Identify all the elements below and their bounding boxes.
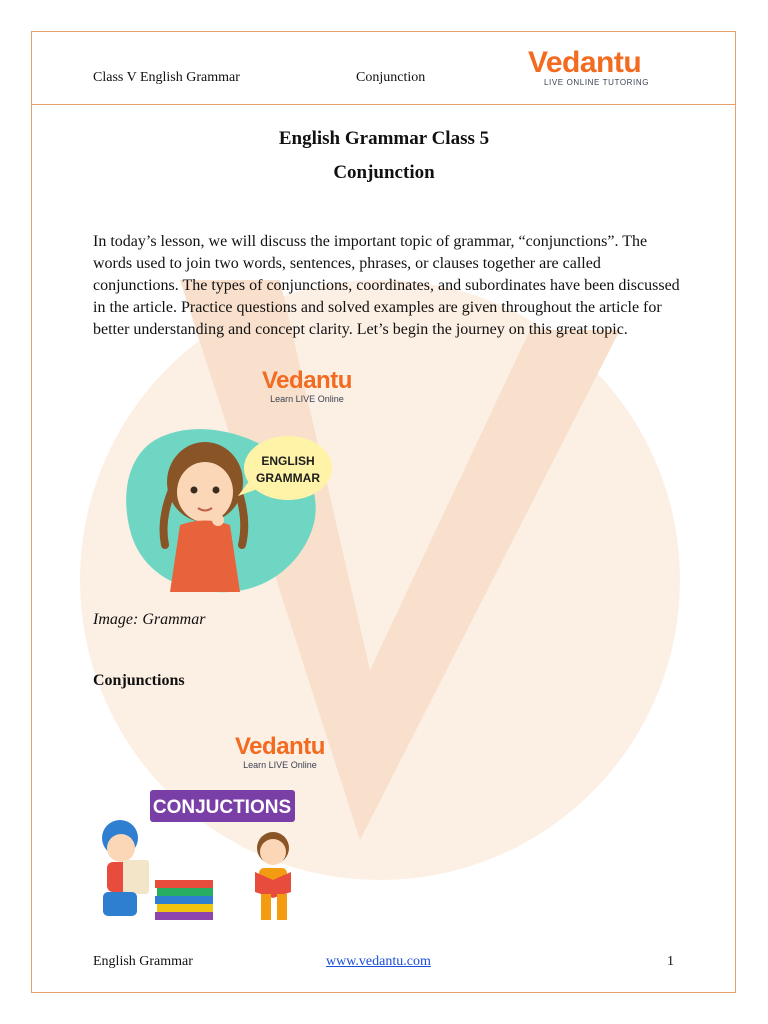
figure2-brand-tagline: Learn LIVE Online: [243, 760, 317, 770]
figure2-brand-logo: [235, 735, 325, 770]
footer-website-link[interactable]: www.vedantu.com: [326, 954, 431, 969]
header-course-title: Class V English Grammar: [93, 70, 240, 85]
header-divider: [32, 104, 735, 105]
bubble-text-english: ENGLISH: [261, 454, 315, 468]
page-title: English Grammar Class 5: [278, 128, 490, 149]
bubble-text-grammar: GRAMMAR: [256, 471, 320, 485]
figure1-brand-tagline: Learn LIVE Online: [270, 394, 344, 404]
header-topic: Conjunction: [356, 70, 426, 85]
logo-tagline: LIVE ONLINE TUTORING: [544, 78, 650, 87]
banner-text: CONJUCTIONS: [152, 797, 292, 818]
intro-paragraph: In today’s lesson, we will discuss the important topic of grammar, “conjunctions”. The words used to join two words, sentences, phrases, or clauses together are called conjunctions. The types of conjunctions, coordinates, and subordinates have been discussed in the article. Practice questions and solved examples are given throughout the article for better understanding and concept clarity. Let’s begin the journey on this great topic.: [93, 233, 680, 338]
header-vedantu-logo: [528, 48, 668, 87]
figure2-brand-word: Vedantu: [235, 733, 325, 760]
logo-wordmark: Vedantu: [528, 46, 642, 79]
figure-caption: Image: Grammar: [93, 611, 206, 628]
kids-reading-illustration: [95, 790, 310, 930]
footer-subject: English Grammar: [93, 954, 193, 969]
section-heading: Conjunctions: [93, 672, 185, 689]
figure1-brand-logo: [262, 369, 352, 404]
girl-thinking-illustration: [120, 420, 335, 600]
page-subtitle: Conjunction: [333, 162, 435, 183]
page-number: 1: [667, 954, 674, 969]
figure1-brand-word: Vedantu: [262, 367, 352, 394]
